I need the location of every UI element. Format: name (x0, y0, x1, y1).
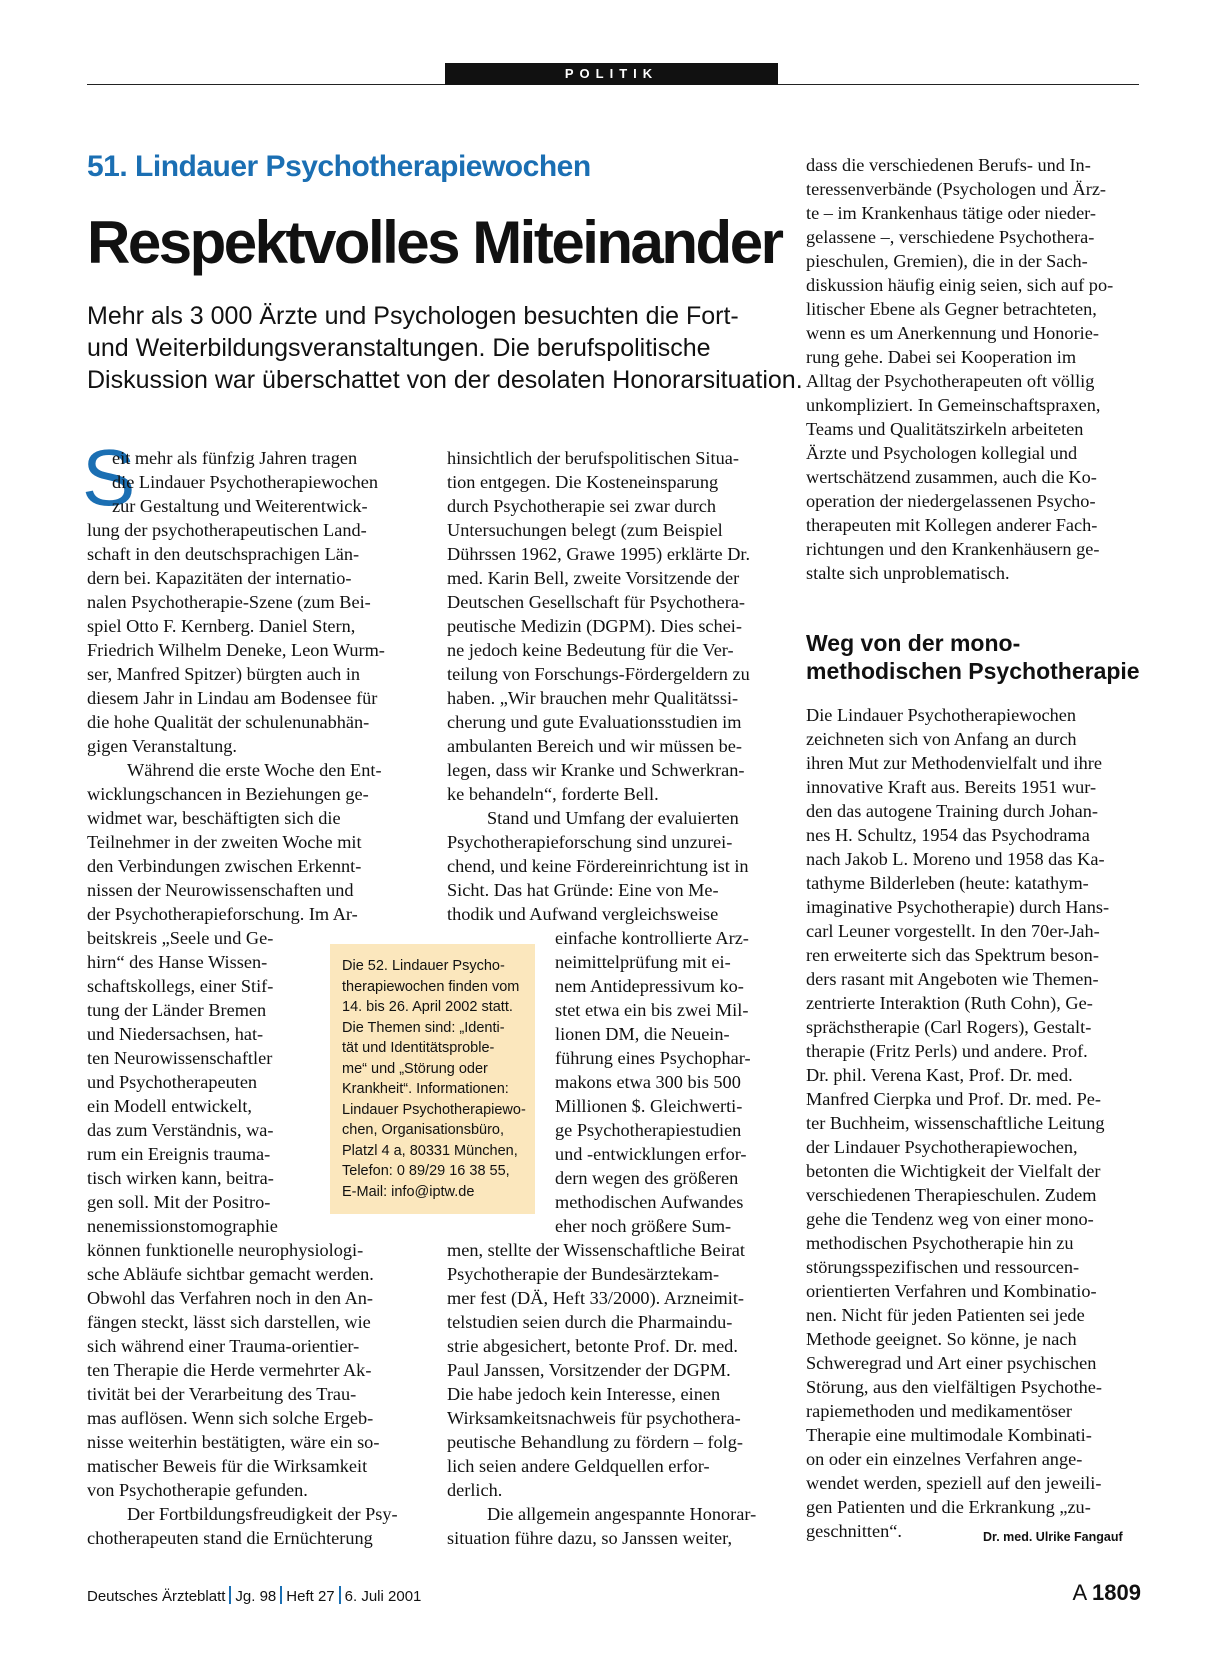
subheading-line: methodischen Psychotherapie (806, 658, 1140, 684)
text-line: Psychotherapie der Bundesärztekam- (447, 1264, 720, 1284)
footer-separator (229, 1586, 231, 1604)
text-line: ders rasant mit Angeboten wie Themen- (806, 969, 1099, 989)
info-box-line: E-Mail: info@iptw.de (342, 1183, 475, 1200)
text-line: Die habe jedoch kein Interesse, einen (447, 1384, 721, 1404)
text-line: Paul Janssen, Vorsitzender der DGPM. (447, 1360, 731, 1380)
text-line: Die Lindauer Psychotherapiewochen (806, 705, 1077, 725)
text-line: ge Psychotherapiestudien (555, 1120, 742, 1140)
text-line: dern bei. Kapazitäten der internatio- (87, 568, 352, 588)
text-line: pieschulen, Gremien), die in der Sach- (806, 251, 1088, 271)
text-line: med. Karin Bell, zweite Vorsitzende der (447, 568, 740, 588)
text-line: Störung, aus den vielfältigen Psychothe- (806, 1377, 1102, 1397)
text-line: nisse weiterhin bestätigten, wäre ein so- (87, 1432, 380, 1452)
text-line: nen. Nicht für jeden Patienten sei jede (806, 1305, 1085, 1325)
text-line: Schweregrad und Art einer psychischen (806, 1353, 1097, 1373)
text-line: rapiemethoden und medikamentöser (806, 1401, 1073, 1421)
text-line: gen soll. Mit der Positro- (87, 1192, 271, 1212)
text-line: verschiedenen Therapieschulen. Zudem (806, 1185, 1097, 1205)
text-line: fängen steckt, lässt sich darstellen, wie (87, 1312, 371, 1332)
text-line: ihren Mut zur Methodenvielfalt und ihre (806, 753, 1102, 773)
info-box-line: Die 52. Lindauer Psycho- (342, 958, 505, 974)
text-line: Deutschen Gesellschaft für Psychothera- (447, 592, 745, 612)
text-line: imaginative Psychotherapie) durch Hans- (806, 897, 1110, 917)
text-line: tung der Länder Bremen (87, 1000, 267, 1020)
text-line: lich seien andere Geldquellen erfor- (447, 1456, 710, 1476)
footer-separator (280, 1586, 282, 1604)
info-box-line: therapiewochen finden vom (342, 978, 520, 995)
text-line: geschnitten“. (806, 1521, 902, 1541)
text-line: teilung von Forschungs-Fördergeldern zu (447, 664, 750, 684)
info-box-line: Die Themen sind: „Identi- (342, 1019, 505, 1036)
text-line: ke behandeln“, forderte Bell. (447, 784, 659, 804)
text-line: stalte sich unproblematisch. (806, 563, 1010, 583)
info-box-line: Lindauer Psychotherapiewo- (342, 1101, 526, 1118)
text-line: makons etwa 300 bis 500 (555, 1072, 741, 1092)
text-line: sche Abläufe sichtbar gemacht werden. (87, 1264, 374, 1284)
text-line: wicklungschancen in Beziehungen ge- (87, 784, 369, 804)
text-line: nenemissionstomographie (87, 1216, 278, 1236)
journal-date: 6. Juli 2001 (344, 1588, 422, 1605)
text-line: wertschätzend zusammen, auch die Ko- (806, 467, 1097, 487)
text-line: Obwohl das Verfahren noch in den An- (87, 1288, 373, 1308)
text-line: ne jedoch keine Bedeutung für die Ver- (447, 640, 734, 660)
text-line: einfache kontrollierte Arz- (555, 928, 749, 948)
page-number (1072, 1580, 1141, 1606)
text-line: ambulanten Bereich und wir müssen be- (447, 736, 742, 756)
text-line: gigen Veranstaltung. (87, 736, 237, 756)
text-line: derlich. (447, 1480, 503, 1500)
text-line: methodischen Aufwandes (555, 1192, 744, 1212)
info-box-line: chen, Organisationsbüro, (342, 1122, 505, 1138)
text-line: lionen DM, die Neuein- (555, 1024, 730, 1044)
text-line: nalen Psychotherapie-Szene (zum Bei- (87, 592, 371, 612)
text-line: Therapie eine multimodale Kombinati- (806, 1425, 1092, 1445)
drop-cap: S (82, 433, 136, 522)
text-line: dern wegen des größeren (555, 1168, 739, 1188)
text-line: tivität bei der Verarbeitung des Trau- (87, 1384, 357, 1404)
subheading-line: Weg von der mono- (806, 630, 1021, 656)
page-number-value: 1809 (1092, 1580, 1141, 1605)
text-line: Dr. phil. Verena Kast, Prof. Dr. med. (806, 1065, 1073, 1085)
text-line: den Verbindungen zwischen Erkennt- (87, 856, 362, 876)
text-line: ten Therapie die Herde vermehrter Ak- (87, 1360, 372, 1380)
text-line: innovative Kraft aus. Bereits 1951 wur- (806, 777, 1097, 797)
page-footer (87, 1586, 421, 1605)
text-line: sprächstherapie (Carl Rogers), Gestalt- (806, 1017, 1092, 1037)
text-line: Psychotherapieforschung sind unzurei- (447, 832, 733, 852)
text-line: telstudien seien durch die Pharmaindu- (447, 1312, 733, 1332)
text-line: schaft in den deutschsprachigen Län- (87, 544, 360, 564)
text-line: ser, Manfred Spitzer) bürgten auch in (87, 664, 361, 684)
text-line: hinsichtlich der berufspolitischen Situa- (447, 448, 739, 468)
text-line: wenn es um Anerkennung und Honorie- (806, 323, 1099, 343)
text-line: orientierten Verfahren und Kombinatio- (806, 1281, 1097, 1301)
text-line: cherung und gute Evaluationsstudien im (447, 712, 742, 732)
page-prefix: A (1072, 1580, 1086, 1605)
lead-line: und Weiterbildungsveranstaltungen. Die berufspolitische (87, 334, 711, 362)
text-line: nissen der Neurowissenschaften und (87, 880, 354, 900)
text-line: unkompliziert. In Gemeinschaftspraxen, (806, 395, 1101, 415)
text-line: legen, dass wir Kranke und Schwerkran- (447, 760, 745, 780)
text-line: Millionen $. Gleichwerti- (555, 1096, 743, 1116)
text-line: eit mehr als fünfzig Jahren tragen (112, 448, 358, 468)
text-line: führung eines Psychophar- (555, 1048, 751, 1068)
info-box-line: Platzl 4 a, 80331 München, (342, 1142, 518, 1159)
text-line: den das autogene Training durch Johan- (806, 801, 1098, 821)
text-line: schaftskollegs, einer Stif- (87, 976, 274, 996)
section-label: POLITIK (445, 63, 778, 85)
text-line: zentrierte Interaktion (Ruth Cohn), Ge- (806, 993, 1093, 1013)
text-line: diesem Jahr in Lindau am Bodensee für (87, 688, 378, 708)
text-line: zur Gestaltung und Weiterentwick- (112, 496, 368, 516)
text-line: ein Modell entwickelt, (87, 1096, 252, 1116)
text-line: diskussion häufig einig seien, sich auf po- (806, 275, 1114, 295)
text-line: Ärzte und Psychologen kollegial und (806, 443, 1078, 463)
text-line: matischer Beweis für die Wirksamkeit (87, 1456, 368, 1476)
text-line: der Psychotherapieforschung. Im Ar- (87, 904, 358, 924)
text-line: gehe die Tendenz weg von einer mono- (806, 1209, 1094, 1229)
text-line: Sicht. Das hat Gründe: Eine von Me- (447, 880, 719, 900)
text-line: operation der niedergelassenen Psycho- (806, 491, 1096, 511)
text-line: und Niedersachsen, hat- (87, 1024, 264, 1044)
text-line: neimittelprüfung mit ei- (555, 952, 731, 972)
text-line: mer fest (DÄ, Heft 33/2000). Arzneimit- (447, 1288, 744, 1308)
info-box-line: me“ und „Störung oder (342, 1060, 488, 1077)
info-box-line: Krankheit“. Informationen: (342, 1081, 509, 1097)
text-line: stet etwa ein bis zwei Mil- (555, 1000, 749, 1020)
text-line: Untersuchungen belegt (zum Beispiel (447, 520, 723, 540)
text-line: Teilnehmer in der zweiten Woche mit (87, 832, 362, 852)
info-box-line: Telefon: 0 89/29 16 38 55, (342, 1163, 510, 1179)
text-line: tathyme Bilderleben (heute: katathym- (806, 873, 1089, 893)
text-column-3 (806, 153, 1140, 585)
text-line: chotherapeuten stand die Ernüchterung (87, 1528, 373, 1548)
text-line: Teams und Qualitätszirkeln arbeiteten (806, 419, 1084, 439)
text-line: betonten die Wichtigkeit der Vielfalt der (806, 1161, 1101, 1181)
text-line: dass die verschiedenen Berufs- und In- (806, 155, 1091, 175)
footer-separator (339, 1586, 341, 1604)
text-line: therapie (Fritz Perls) und andere. Prof. (806, 1041, 1088, 1061)
text-line: widmet war, beschäftigten sich die (87, 808, 341, 828)
text-line: das zum Verständnis, wa- (87, 1120, 274, 1140)
text-line: peutische Medizin (DGPM). Dies schei- (447, 616, 742, 636)
text-line: Manfred Cierpka und Prof. Dr. med. Pe- (806, 1089, 1101, 1109)
text-line: gen Patienten und die Erkrankung „zu- (806, 1497, 1091, 1517)
text-line: nem Antidepressivum ko- (555, 976, 744, 996)
text-line: ten Neurowissenschaftler (87, 1048, 273, 1068)
text-line: men, stellte der Wissenschaftliche Beirat (447, 1240, 745, 1260)
text-line: rum ein Ereignis trauma- (87, 1144, 271, 1164)
text-column-3-continued (806, 703, 1140, 1543)
lead-line: Mehr als 3 000 Ärzte und Psychologen besuchten die Fort- (87, 302, 739, 330)
text-line: Wirksamkeitsnachweis für psychothera- (447, 1408, 741, 1428)
info-box (330, 944, 535, 1214)
text-line: nes H. Schultz, 1954 das Psychodrama (806, 825, 1090, 845)
text-line: peutische Behandlung zu fördern – folg- (447, 1432, 743, 1452)
text-line: Die allgemein angespannte Honorar- (487, 1504, 757, 1524)
text-line: von Psychotherapie gefunden. (87, 1480, 308, 1500)
text-line: wendet werden, speziell auf den jeweili- (806, 1473, 1102, 1493)
lead-line: Diskussion war überschattet von der desolaten Honorarsituation. (87, 366, 803, 394)
text-line: gelassene –, verschiedene Psychothera- (806, 227, 1095, 247)
text-line: rung gehe. Dabei sei Kooperation im (806, 347, 1077, 367)
journal-name: Deutsches Ärzteblatt (87, 1588, 226, 1605)
text-line: spiel Otto F. Kernberg. Daniel Stern, (87, 616, 356, 636)
text-line: tisch wirken kann, beitra- (87, 1168, 274, 1188)
text-line: eher noch größere Sum- (555, 1216, 732, 1236)
journal-issue: Heft 27 (286, 1588, 335, 1605)
text-line: Der Fortbildungsfreudigkeit der Psy- (127, 1504, 398, 1524)
text-line: Alltag der Psychotherapeuten oft völlig (806, 371, 1095, 391)
journal-volume: Jg. 98 (235, 1588, 277, 1605)
text-line: Während die erste Woche den Ent- (127, 760, 382, 780)
text-line: die hohe Qualität der schulenunabhän- (87, 712, 370, 732)
text-line: ter Buchheim, wissenschaftliche Leitung (806, 1113, 1105, 1133)
text-line: situation führe dazu, so Janssen weiter, (447, 1528, 733, 1548)
text-line: zeichneten sich von Anfang an durch (806, 729, 1077, 749)
text-line: haben. „Wir brauchen mehr Qualitätssi- (447, 688, 739, 708)
text-line: mas auflösen. Wenn sich solche Ergeb- (87, 1408, 374, 1428)
text-line: und -entwicklungen erfor- (555, 1144, 747, 1164)
article-lead (87, 300, 803, 396)
text-line: beitskreis „Seele und Ge- (87, 928, 274, 948)
text-line: chend, und keine Fördereinrichtung ist in (447, 856, 749, 876)
article-headline: Respektvolles Miteinander (87, 209, 782, 276)
text-line: tion entgegen. Die Kosteneinsparung (447, 472, 719, 492)
text-line: Dührssen 1962, Grawe 1995) erklärte Dr. (447, 544, 751, 564)
author-signature: Dr. med. Ulrike Fangauf (983, 1530, 1123, 1544)
text-line: störungsspezifischen und ressourcen- (806, 1257, 1080, 1277)
info-box-line: tät und Identitätsproble- (342, 1040, 495, 1056)
text-line: können funktionelle neurophysiologi- (87, 1240, 364, 1260)
text-line: Methode geeignet. So könne, je nach (806, 1329, 1077, 1349)
text-line: die Lindauer Psychotherapiewochen (112, 472, 378, 492)
text-line: ren erweiterte sich das Spektrum beson- (806, 945, 1099, 965)
text-line: methodischen Psychotherapie hin zu (806, 1233, 1074, 1253)
text-line: Friedrich Wilhelm Deneke, Leon Wurm- (87, 640, 385, 660)
text-line: sich während einer Trauma-orientier- (87, 1336, 360, 1356)
text-line: durch Psychotherapie sei zwar durch (447, 496, 717, 516)
info-box-line: 14. bis 26. April 2002 statt. (342, 999, 513, 1015)
text-line: strie abgesichert, betonte Prof. Dr. med. (447, 1336, 738, 1356)
text-line: und Psychotherapeuten (87, 1072, 258, 1092)
section-subheading (806, 629, 1140, 685)
text-line: te – im Krankenhaus tätige oder nieder- (806, 203, 1096, 223)
article-kicker: 51. Lindauer Psychotherapiewochen (87, 150, 591, 183)
text-line: therapeuten mit Kollegen anderer Fach- (806, 515, 1098, 535)
text-line: Stand und Umfang der evaluierten (487, 808, 739, 828)
text-line: lung der psychotherapeutischen Land- (87, 520, 367, 540)
text-line: nach Jakob L. Moreno und 1958 das Ka- (806, 849, 1105, 869)
text-line: thodik und Aufwand vergleichsweise (447, 904, 719, 924)
text-line: der Lindauer Psychotherapiewochen, (806, 1137, 1078, 1157)
text-line: on oder ein einzelnes Verfahren ange- (806, 1449, 1083, 1469)
text-line: richtungen und den Krankenhäusern ge- (806, 539, 1100, 559)
text-line: teressenverbände (Psychologen und Ärz- (806, 179, 1107, 199)
text-line: litischer Ebene als Gegner betrachteten, (806, 299, 1097, 319)
text-line: carl Leuner vorgestellt. In den 70er-Jah- (806, 921, 1100, 941)
text-line: hirn“ des Hanse Wissen- (87, 952, 268, 972)
